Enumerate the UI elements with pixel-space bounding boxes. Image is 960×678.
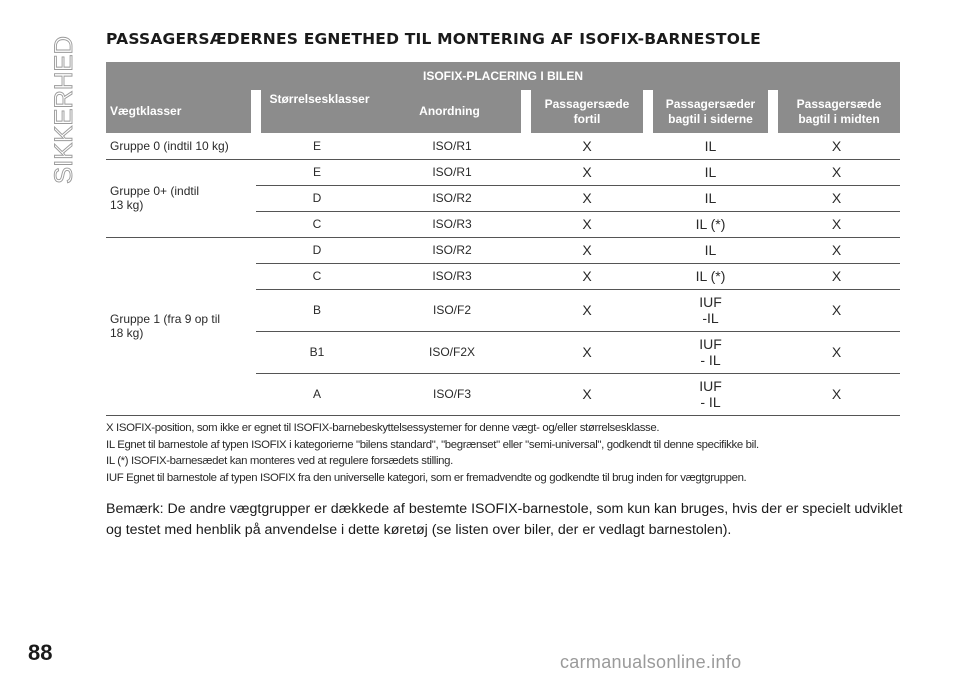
size-class-cell: B1 — [256, 331, 378, 373]
front-seat-cell: X — [526, 133, 648, 159]
front-seat-cell: X — [526, 331, 648, 373]
front-seat-cell: X — [526, 185, 648, 211]
front-seat-cell: X — [526, 289, 648, 331]
rear-middle-seat-cell: X — [773, 159, 900, 185]
front-seat-cell: X — [526, 373, 648, 415]
table-body — [106, 133, 900, 415]
rear-middle-seat-cell: X — [773, 373, 900, 415]
device-cell: ISO/R2 — [378, 185, 526, 211]
weight-class-line: 18 kg) — [110, 326, 144, 340]
note-il-star: IL (*) ISOFIX-barnesædet kan monteres ved at regulere forsædets stilling. — [106, 455, 453, 467]
rear-side-seats-line: - IL — [700, 394, 721, 410]
column-header-front-line2: fortil — [573, 111, 601, 126]
device-cell: ISO/R2 — [378, 237, 526, 263]
rear-middle-seat-cell: X — [773, 211, 900, 237]
table-group-header: ISOFIX-PLACERING I BILEN — [106, 62, 900, 90]
remark-paragraph: Bemærk: De andre vægtgrupper er dækkede af bestemte ISOFIX-barnestole, som kun kan bruges, hvis der er specielt udviklet og testet med henblik på anvendelse i dette køretøj (se listen over biler, der er vedlagt barnestolen). — [106, 501, 903, 538]
size-class-cell: E — [256, 159, 378, 185]
column-header-rear-side-line1: Passagersæder — [665, 96, 756, 111]
column-header-rear-side-line2: bagtil i siderne — [668, 111, 753, 126]
rear-side-seats-line: IL — [704, 164, 717, 180]
rear-side-seats-cell — [648, 289, 773, 331]
column-header-rear-side-seats — [648, 90, 773, 133]
weight-class-line: 13 kg) — [110, 198, 144, 212]
rear-side-seats-cell — [648, 263, 773, 289]
front-seat-cell: X — [526, 159, 648, 185]
device-cell: ISO/R1 — [378, 133, 526, 159]
column-header-rear-mid-line1: Passagersæde — [796, 96, 882, 111]
rear-side-seats-line: IL — [704, 190, 717, 206]
device-cell: ISO/R1 — [378, 159, 526, 185]
rear-side-seats-cell — [648, 211, 773, 237]
sidebar-section-text — [32, 34, 84, 184]
rear-side-seats-line: IL — [704, 137, 717, 154]
size-class-cell: C — [256, 263, 378, 289]
rear-side-seats-line: IL — [704, 242, 717, 258]
rear-middle-seat-cell: X — [773, 289, 900, 331]
table-row — [106, 133, 900, 159]
front-seat-cell: X — [526, 211, 648, 237]
rear-side-seats-cell — [648, 185, 773, 211]
rear-side-seats-cell — [648, 133, 773, 159]
size-class-cell: B — [256, 289, 378, 331]
rear-side-seats-cell — [648, 373, 773, 415]
rear-side-seats-line: IUF — [699, 378, 722, 394]
table-row — [106, 159, 900, 185]
weight-class-cell — [106, 159, 256, 237]
note-il: IL Egnet til barnestole af typen ISOFIX i kategorierne "bilens standard", "begrænset" eller "semi-universal", godkendt til denne specifikke bil. — [106, 438, 759, 451]
rear-middle-seat-cell: X — [773, 263, 900, 289]
svg-text:SIKKERHED: SIKKERHED — [50, 39, 78, 184]
legend-notes — [106, 420, 906, 486]
size-class-cell: C — [256, 211, 378, 237]
column-header-front-seat — [526, 90, 648, 133]
column-header-weight: Vægtklasser — [106, 90, 256, 133]
weight-class-cell — [106, 237, 256, 415]
column-header-rear-mid-line2: bagtil i midten — [798, 111, 880, 126]
device-cell: ISO/R3 — [378, 211, 526, 237]
rear-side-seats-line: IL (*) — [695, 268, 726, 284]
rear-middle-seat-cell: X — [773, 133, 900, 159]
column-header-device: Anordning — [378, 90, 526, 133]
rear-side-seats-line: - IL — [700, 352, 721, 368]
rear-side-seats-line: IUF — [699, 294, 722, 310]
size-class-cell: E — [256, 133, 378, 159]
table-row — [106, 237, 900, 263]
column-header-size: Størrelsesklasser — [256, 90, 378, 133]
page-title: PASSAGERSÆDERNES EGNETHED TIL MONTERING AF ISOFIX-BARNESTOLE — [106, 30, 761, 48]
weight-class-cell — [106, 133, 256, 159]
rear-side-seats-line: IUF — [699, 336, 722, 352]
rear-side-seats-cell — [648, 331, 773, 373]
note-iuf: IUF Egnet til barnestole af typen ISOFIX fra den universelle kategori, som er fremadvendte og godkendte til brug inden for vægtgruppen. — [106, 471, 747, 484]
isofix-suitability-table — [106, 62, 900, 416]
front-seat-cell: X — [526, 237, 648, 263]
size-class-cell: D — [256, 237, 378, 263]
size-class-cell: D — [256, 185, 378, 211]
front-seat-cell: X — [526, 263, 648, 289]
rear-side-seats-cell — [648, 237, 773, 263]
weight-class-line: Gruppe 0+ (indtil — [110, 184, 200, 198]
device-cell: ISO/F3 — [378, 373, 526, 415]
rear-side-seats-line: IL (*) — [695, 216, 726, 232]
device-cell: ISO/F2 — [378, 289, 526, 331]
column-header-front-line1: Passagersæde — [544, 96, 630, 111]
column-header-rear-middle-seat — [773, 90, 900, 133]
watermark: carmanualsonline.info — [560, 652, 742, 672]
rear-side-seats-line: -IL — [702, 310, 719, 326]
device-cell: ISO/F2X — [378, 331, 526, 373]
rear-middle-seat-cell: X — [773, 331, 900, 373]
weight-class-line: Gruppe 0 (indtil 10 kg) — [110, 138, 229, 153]
weight-class-line: Gruppe 1 (fra 9 op til — [110, 312, 221, 326]
size-class-cell: A — [256, 373, 378, 415]
page-number: 88 — [28, 640, 53, 665]
sidebar-section-label — [32, 34, 84, 184]
rear-middle-seat-cell: X — [773, 237, 900, 263]
note-x: X ISOFIX-position, som ikke er egnet til ISOFIX-barnebeskyttelsessystemer for denne vægt- og/eller størrelsesklasse. — [106, 422, 660, 434]
device-cell: ISO/R3 — [378, 263, 526, 289]
rear-middle-seat-cell: X — [773, 185, 900, 211]
rear-side-seats-cell — [648, 159, 773, 185]
